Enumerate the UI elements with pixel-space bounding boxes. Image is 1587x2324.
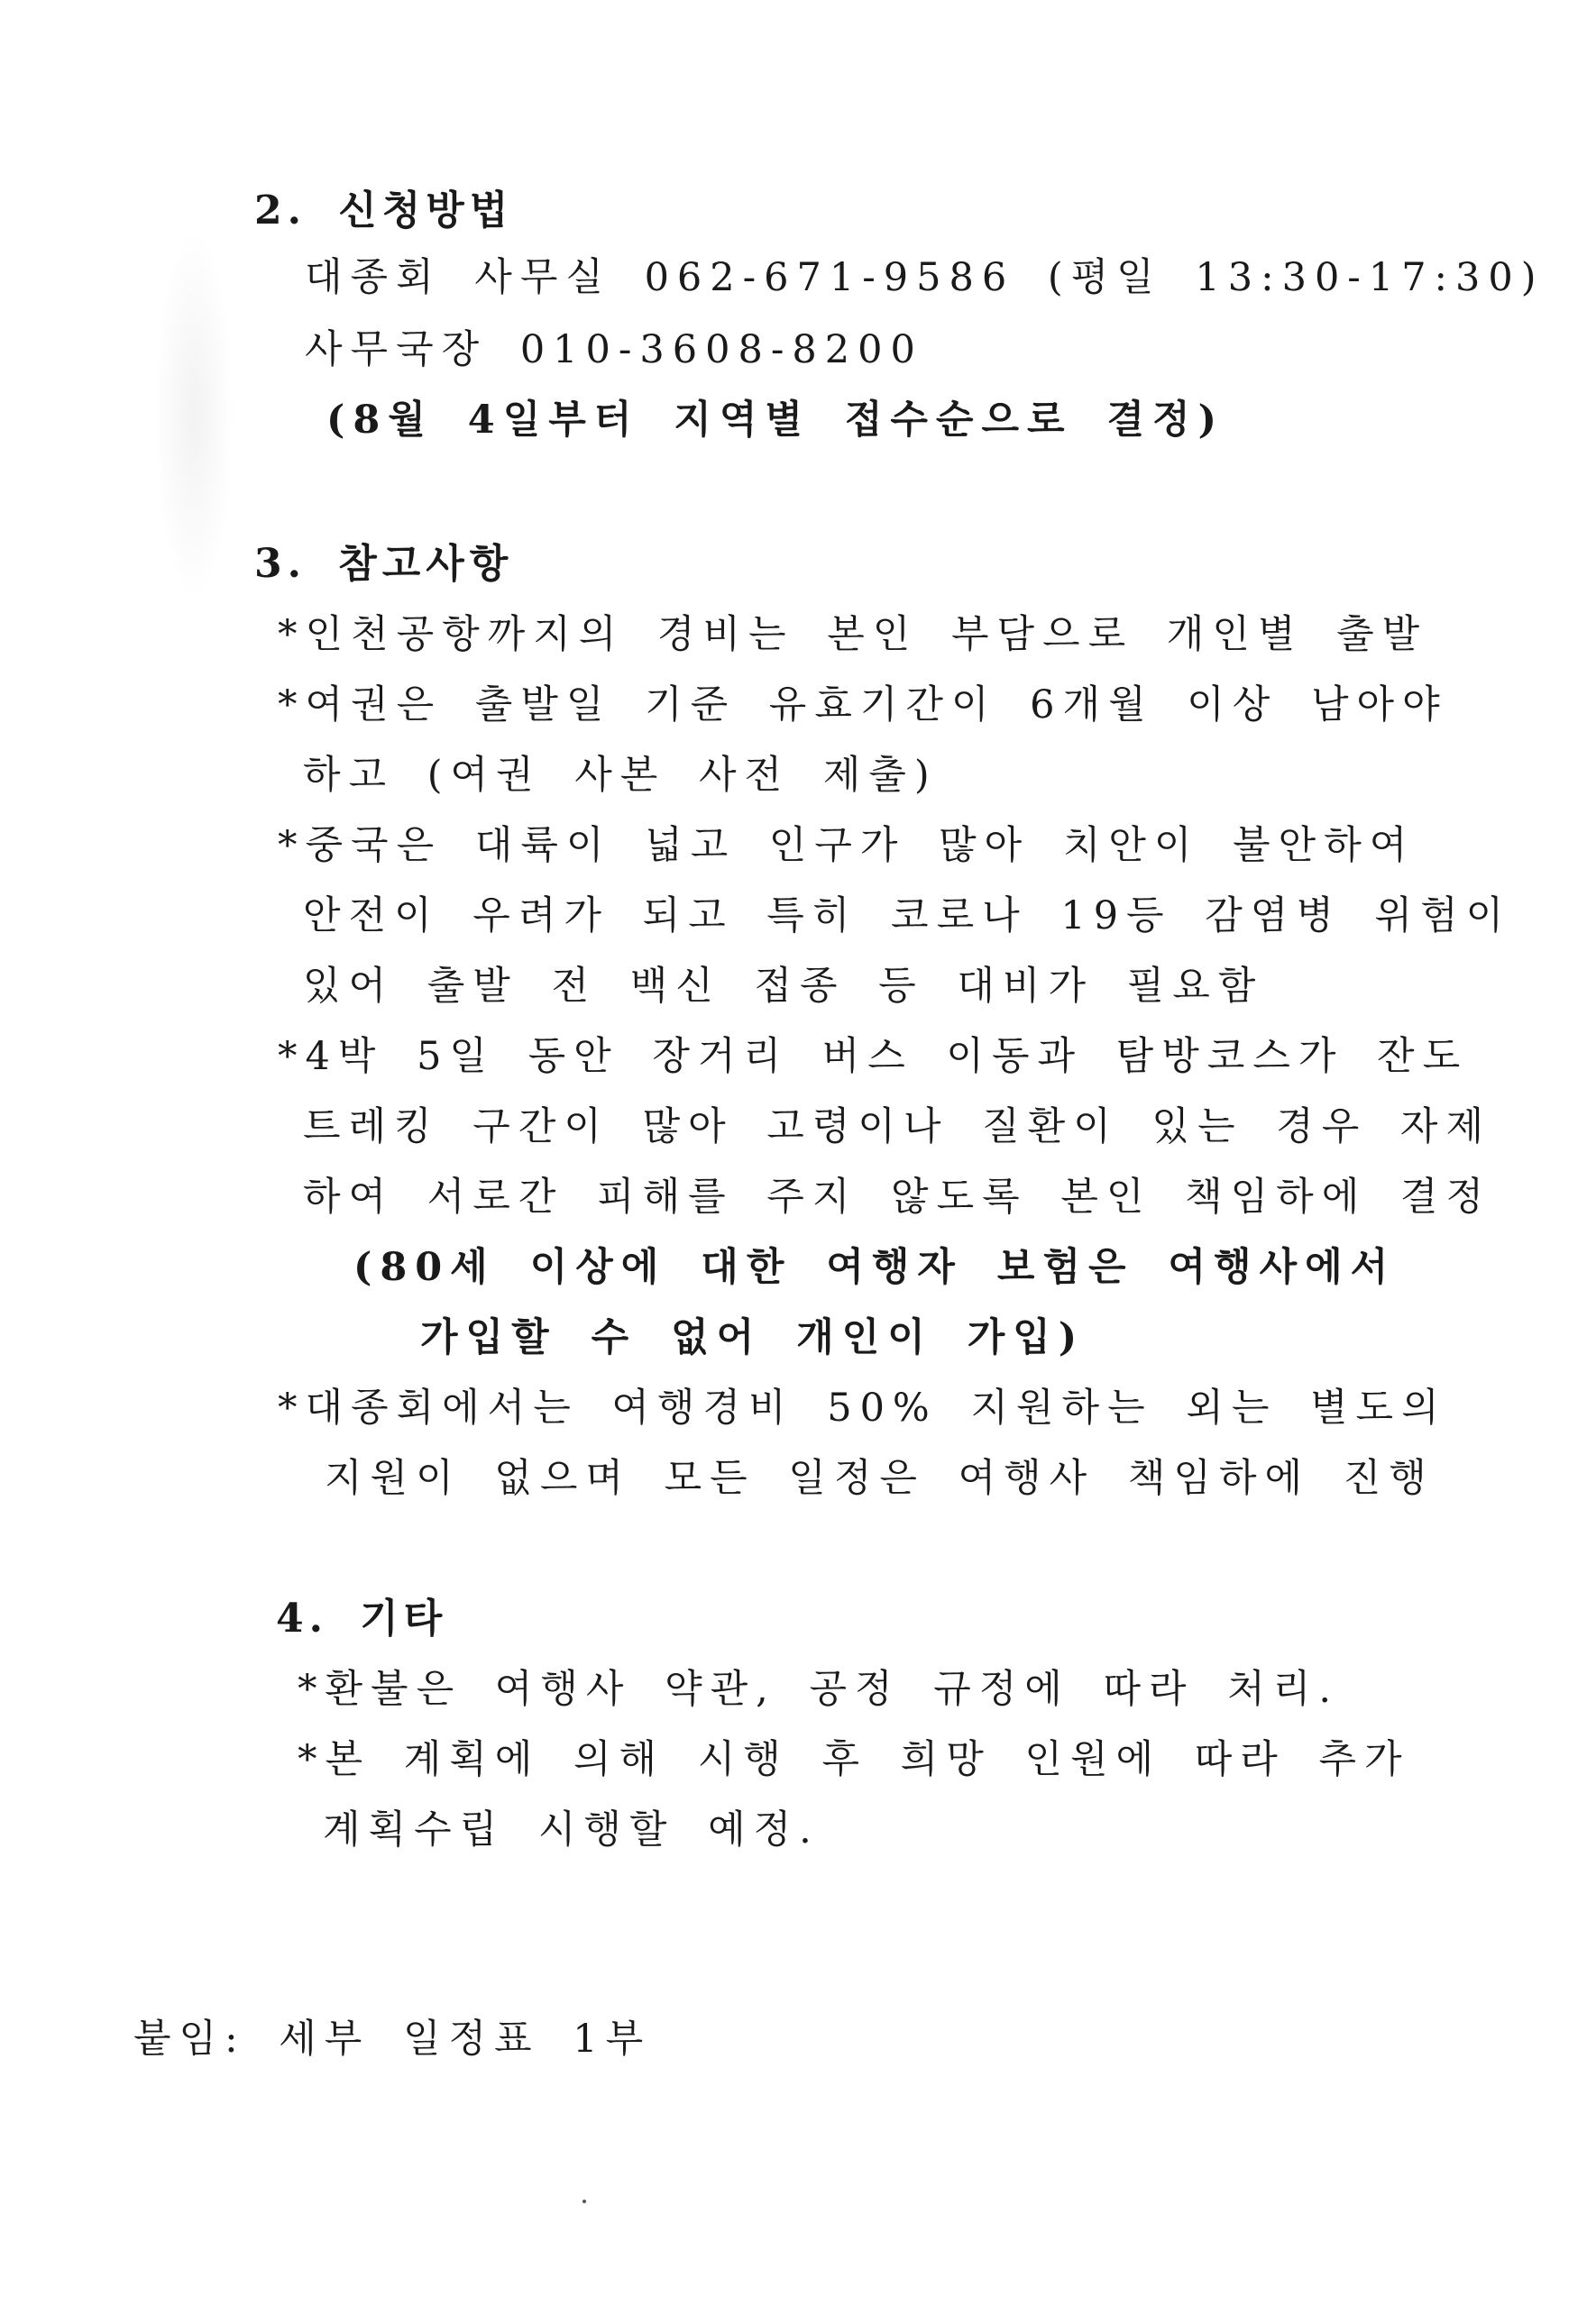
section-3-line-11: 가입할 수 없어 개인이 가입) xyxy=(420,1315,1086,1360)
section-4-heading: 4. 기타 xyxy=(276,1596,448,1642)
section-3-line-5: 안전이 우려가 되고 특히 코로나 19등 감염병 위험이 xyxy=(303,893,1512,938)
section-3-line-6: 있어 출발 전 백신 접종 등 대비가 필요함 xyxy=(303,964,1264,1009)
section-3-line-12: *대종회에서는 여행경비 50% 지원하는 외는 별도의 xyxy=(278,1386,1447,1431)
section-3-line-3: 하고 (여권 사본 사전 제출) xyxy=(303,753,938,798)
section-3-line-1: *인천공항까지의 경비는 본인 부담으로 개인별 출발 xyxy=(278,612,1428,657)
section-3-line-13: 지원이 없으며 모든 일정은 여행사 책임하에 진행 xyxy=(325,1456,1435,1501)
section-2-heading: 2. 신청방법 xyxy=(254,188,514,233)
section-2-line-3: (8월 4일부터 지역별 접수순으로 결정) xyxy=(326,398,1225,443)
section-3-heading: 3. 참고사항 xyxy=(254,541,514,587)
section-3-line-9: 하여 서로간 피해를 주지 않도록 본인 책임하에 결정 xyxy=(303,1175,1491,1220)
section-3-line-8: 트레킹 구간이 많아 고령이나 질환이 있는 경우 자제 xyxy=(303,1104,1491,1149)
section-4-line-1: *환불은 여행사 약관, 공정 규정에 따라 처리. xyxy=(298,1667,1339,1712)
scan-smudge xyxy=(153,225,234,604)
section-3-line-7: *4박 5일 동안 장거리 버스 이동과 탐방코스가 잔도 xyxy=(278,1034,1469,1079)
section-3-line-2: *여권은 출발일 기준 유효기간이 6개월 이상 남아야 xyxy=(278,682,1448,727)
section-2-line-2: 사무국장 010-3608-8200 xyxy=(305,327,923,372)
scan-speck xyxy=(583,2200,586,2203)
section-4-line-3: 계획수립 시행할 예정. xyxy=(323,1807,820,1853)
section-4-line-2: *본 계획에 의해 시행 후 희망 인원에 따라 추가 xyxy=(298,1737,1410,1782)
section-2-line-1: 대종회 사무실 062-671-9586 (평일 13:30-17:30) xyxy=(305,255,1545,300)
section-3-line-10: (80세 이상에 대한 여행자 보험은 여행사에서 xyxy=(353,1245,1397,1290)
attachment-note: 붙임: 세부 일정표 1부 xyxy=(133,2017,652,2062)
section-3-line-4: *중국은 대륙이 넓고 인구가 많아 치안이 불안하여 xyxy=(278,823,1416,868)
